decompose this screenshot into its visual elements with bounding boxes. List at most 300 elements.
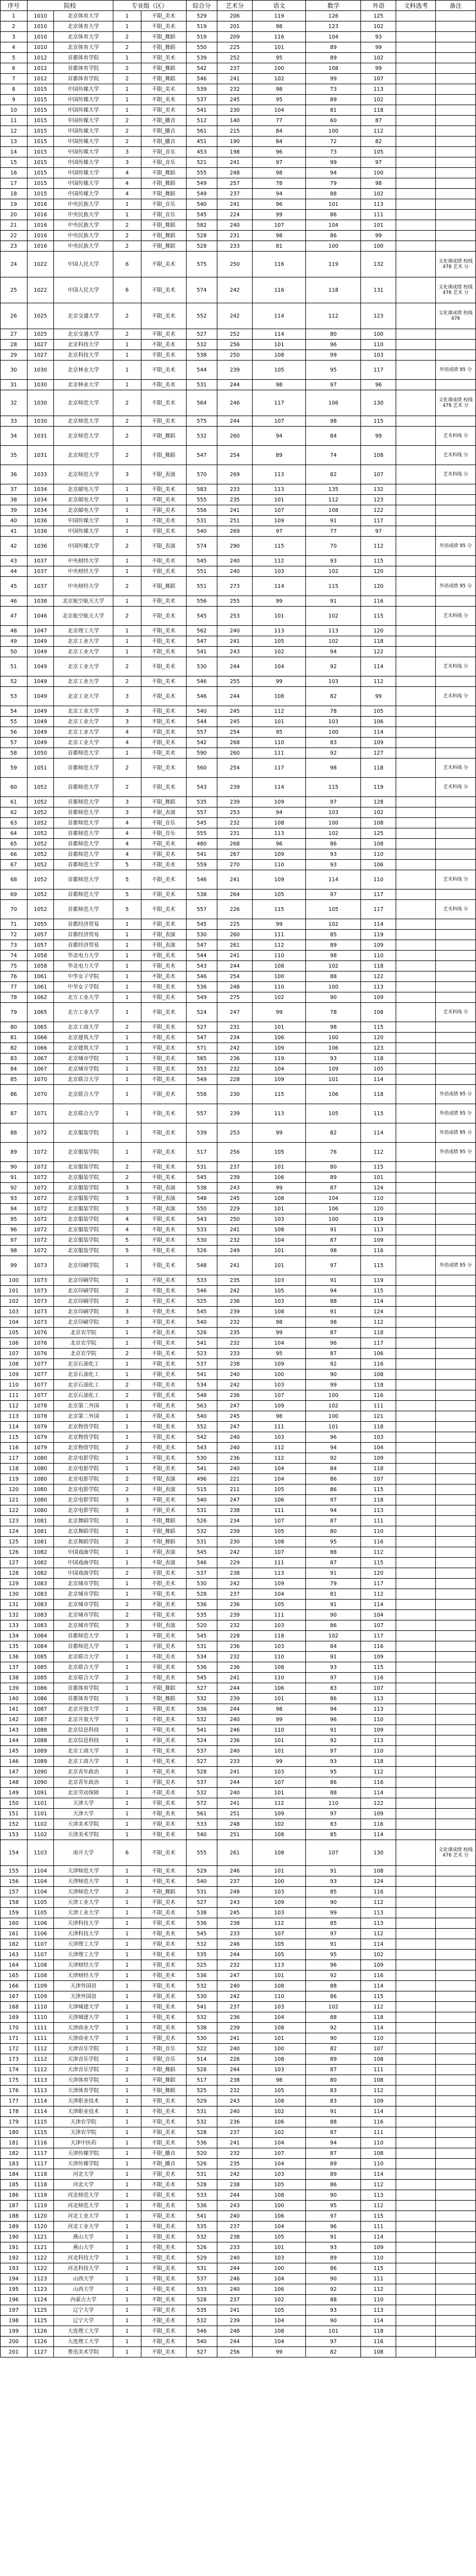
cell-note [435, 2159, 475, 2169]
cell-total: 546 [186, 1558, 217, 1568]
cell-note [435, 1610, 475, 1620]
cell-chinese: 105 [253, 1600, 306, 1610]
cell-elective [396, 220, 436, 231]
cell-art: 268 [217, 839, 253, 849]
cell-art: 255 [217, 596, 253, 607]
cell-math: 100 [306, 126, 361, 137]
cell-code: 1110 [27, 2002, 54, 2012]
cell-note [435, 1547, 475, 1558]
cell-foreign: 123 [361, 303, 396, 329]
table-row [1, 2075, 476, 2086]
cell-foreign: 114 [361, 727, 396, 738]
cell-note [435, 676, 475, 687]
table-row [1, 758, 476, 778]
cell-art: 198 [217, 147, 253, 157]
cell-school: 中国传媒大学 [54, 137, 113, 147]
cell-foreign: 82 [361, 137, 396, 147]
cell-group: 1 [113, 2347, 141, 2357]
cell-chinese: 108 [253, 1193, 306, 1204]
cell-group: 1 [113, 21, 141, 32]
cell-school: 天津工业大学 [54, 1897, 113, 1908]
cell-code: 1125 [27, 2316, 54, 2326]
cell-chinese: 111 [253, 1610, 306, 1620]
cell-total: 542 [186, 63, 217, 74]
cell-foreign: 118 [361, 2012, 396, 2023]
cell-chinese: 100 [253, 972, 306, 982]
cell-note [435, 2180, 475, 2190]
cell-elective [396, 1307, 436, 1317]
table-row [1, 1610, 476, 1620]
cell-math: 114 [306, 870, 361, 889]
cell-group: 1 [113, 1003, 141, 1022]
cell-total: 547 [186, 636, 217, 647]
cell-type: 不限_美术 [141, 1641, 186, 1652]
cell-elective [396, 137, 436, 147]
cell-chinese: 99 [253, 919, 306, 930]
cell-group: 2 [113, 1172, 141, 1183]
cell-group: 1 [113, 380, 141, 390]
cell-code: 1123 [27, 2284, 54, 2295]
cell-total: 540 [186, 706, 217, 717]
table-row [1, 1380, 476, 1390]
cell-total: 526 [186, 1516, 217, 1526]
cell-math: 91 [306, 1866, 361, 1876]
cell-art: 238 [217, 1359, 253, 1369]
cell-art: 241 [217, 1673, 253, 1683]
cell-elective [396, 2232, 436, 2242]
cell-type: 不限_美术 [141, 1939, 186, 1950]
cell-elective [396, 1991, 436, 2002]
cell-group: 1 [113, 1809, 141, 1819]
cell-art: 232 [217, 818, 253, 828]
cell-code: 1070 [27, 1085, 54, 1104]
cell-group: 4 [113, 727, 141, 738]
cell-total: 535 [186, 2305, 217, 2316]
cell-seq: 107 [1, 1349, 28, 1359]
cell-school: 天津农学院 [54, 2117, 113, 2127]
cell-school: 北京电影学院 [54, 1495, 113, 1505]
cell-school: 北京联合大学 [54, 1662, 113, 1673]
cell-type: 不限_舞蹈 [141, 1887, 186, 1897]
cell-code: 1061 [27, 972, 54, 982]
cell-group: 1 [113, 2190, 141, 2201]
cell-seq: 140 [1, 1694, 28, 1704]
cell-foreign: 113 [361, 1694, 396, 1704]
cell-seq: 165 [1, 1971, 28, 1981]
cell-math: 101 [306, 1422, 361, 1432]
cell-school: 北京联合大学 [54, 1085, 113, 1104]
cell-elective [396, 1064, 436, 1074]
cell-school: 北京邮电大学 [54, 484, 113, 495]
cell-foreign: 87 [361, 116, 396, 126]
cell-foreign: 124 [361, 1876, 396, 1887]
cell-foreign: 119 [361, 778, 396, 797]
cell-group: 1 [113, 2086, 141, 2096]
cell-art: 240 [217, 220, 253, 231]
cell-total: 531 [186, 1505, 217, 1516]
table-row [1, 1390, 476, 1401]
cell-math: 95 [306, 1537, 361, 1547]
cell-group: 1 [113, 2044, 141, 2054]
cell-foreign: 114 [361, 1788, 396, 1798]
cell-chinese: 102 [253, 2295, 306, 2305]
table-row [1, 1074, 476, 1085]
cell-code: 1049 [27, 717, 54, 727]
cell-math: 99 [306, 1380, 361, 1390]
cell-type: 不限_美术 [141, 2012, 186, 2023]
cell-chinese: 114 [253, 303, 306, 329]
cell-type: 不限_美术 [141, 1960, 186, 1971]
cell-art: 243 [217, 2201, 253, 2211]
cell-art: 242 [217, 1547, 253, 1558]
cell-art: 241 [217, 74, 253, 84]
cell-elective [396, 1085, 436, 1104]
cell-code: 1115 [27, 2117, 54, 2127]
cell-seq: 164 [1, 1960, 28, 1971]
cell-type: 不限_美术 [141, 860, 186, 870]
cell-code: 1090 [27, 1777, 54, 1788]
cell-seq: 51 [1, 657, 28, 676]
cell-school: 北京师范大学 [54, 390, 113, 416]
table-row [1, 1939, 476, 1950]
cell-elective [396, 1683, 436, 1694]
cell-code: 1049 [27, 706, 54, 717]
cell-type: 不限_美术 [141, 738, 186, 748]
cell-math: 79 [306, 178, 361, 189]
cell-seq: 135 [1, 1641, 28, 1652]
cell-math: 96 [306, 1715, 361, 1725]
cell-art: 244 [217, 2337, 253, 2347]
cell-group: 4 [113, 818, 141, 828]
table-row [1, 2044, 476, 2054]
table-row [1, 1246, 476, 1256]
cell-school: 北京服装学院 [54, 1225, 113, 1235]
cell-art: 244 [217, 657, 253, 676]
cell-total: 532 [186, 1526, 217, 1537]
cell-foreign: 107 [361, 1474, 396, 1485]
cell-note [435, 516, 475, 526]
cell-elective [396, 889, 436, 900]
cell-code: 1016 [27, 241, 54, 252]
cell-seq: 58 [1, 748, 28, 758]
cell-chinese: 113 [253, 1104, 306, 1123]
cell-seq: 55 [1, 717, 28, 727]
cell-art: 232 [217, 2086, 253, 2096]
cell-group: 1 [113, 2012, 141, 2023]
cell-school: 首都师范大学 [54, 849, 113, 860]
cell-total: 519 [186, 32, 217, 42]
cell-group: 4 [113, 168, 141, 178]
table-row [1, 2201, 476, 2211]
cell-type: 不限_美术 [141, 1918, 186, 1929]
cell-total: 562 [186, 626, 217, 636]
cell-chinese: 96 [253, 199, 306, 210]
cell-code: 1015 [27, 157, 54, 168]
cell-total: 512 [186, 116, 217, 126]
cell-chinese: 98 [253, 231, 306, 241]
cell-total: 541 [186, 2211, 217, 2222]
cell-note: 文化课成绩 校线 476 艺术 分 [435, 252, 475, 277]
cell-foreign: 112 [361, 1589, 396, 1600]
cell-note: 艺术科线 分 [435, 778, 475, 797]
cell-chinese: 101 [253, 1246, 306, 1256]
cell-elective [396, 849, 436, 860]
cell-foreign: 116 [361, 2337, 396, 2347]
cell-group: 2 [113, 1296, 141, 1307]
cell-elective [396, 1443, 436, 1453]
cell-code: 1049 [27, 657, 54, 676]
cell-total: 525 [186, 2086, 217, 2096]
header-seq: 序号 [1, 1, 28, 11]
cell-type: 不限_美术 [141, 2263, 186, 2274]
table-row [1, 860, 476, 870]
cell-type: 不限_美术 [141, 1662, 186, 1673]
cell-code: 1079 [27, 1422, 54, 1432]
cell-seq: 156 [1, 1876, 28, 1887]
cell-math: 86 [306, 839, 361, 849]
cell-type: 不限_美术 [141, 1991, 186, 2002]
cell-code: 1015 [27, 95, 54, 105]
cell-code: 1012 [27, 53, 54, 63]
cell-chinese: 106 [253, 2284, 306, 2295]
cell-elective [396, 1390, 436, 1401]
cell-seq: 166 [1, 1981, 28, 1991]
cell-total: 553 [186, 1064, 217, 1074]
cell-chinese: 111 [253, 748, 306, 758]
cell-code: 1049 [27, 636, 54, 647]
cell-math: 86 [306, 210, 361, 220]
cell-elective [396, 1317, 436, 1328]
cell-math: 91 [306, 1307, 361, 1317]
cell-chinese: 101 [253, 2242, 306, 2253]
cell-school: 北京体育大学 [54, 42, 113, 53]
cell-chinese: 105 [253, 636, 306, 647]
cell-group: 4 [113, 1225, 141, 1235]
cell-art: 242 [217, 2169, 253, 2180]
cell-code: 1086 [27, 1683, 54, 1694]
cell-note [435, 42, 475, 53]
cell-math: 88 [306, 2295, 361, 2305]
cell-elective [396, 2148, 436, 2159]
table-row [1, 706, 476, 717]
cell-math: 98 [306, 416, 361, 427]
cell-art: 239 [217, 778, 253, 797]
cell-code: 1025 [27, 329, 54, 340]
table-row [1, 1579, 476, 1589]
cell-seq: 27 [1, 329, 28, 340]
cell-total: 530 [186, 1991, 217, 2002]
cell-elective [396, 1735, 436, 1746]
cell-note [435, 350, 475, 361]
cell-school: 北京联合大学 [54, 1652, 113, 1662]
cell-chinese: 105 [253, 2305, 306, 2316]
cell-math: 86 [306, 1620, 361, 1631]
cell-art: 244 [217, 2190, 253, 2201]
cell-art: 233 [217, 2242, 253, 2253]
cell-chinese: 98 [253, 2075, 306, 2086]
table-row [1, 818, 476, 828]
cell-school: 北京石油化工 [54, 1359, 113, 1369]
cell-code: 1015 [27, 137, 54, 147]
cell-total: 532 [186, 2232, 217, 2242]
cell-art: 250 [217, 252, 253, 277]
cell-type: 不限_美术 [141, 1307, 186, 1317]
cell-seq: 159 [1, 1908, 28, 1918]
cell-art: 242 [217, 1991, 253, 2002]
cell-chinese: 111 [253, 1558, 306, 1568]
cell-math: 92 [306, 1971, 361, 1981]
cell-math: 83 [306, 1683, 361, 1694]
cell-math: 88 [306, 2117, 361, 2127]
cell-math: 107 [306, 1840, 361, 1866]
cell-elective [396, 252, 436, 277]
cell-foreign: 115 [361, 416, 396, 427]
cell-art: 236 [217, 1662, 253, 1673]
cell-math: 72 [306, 137, 361, 147]
cell-chinese: 101 [253, 1971, 306, 1981]
cell-foreign: 116 [361, 596, 396, 607]
cell-seq: 48 [1, 626, 28, 636]
cell-group: 3 [113, 157, 141, 168]
cell-type: 不限_美术 [141, 1908, 186, 1918]
cell-code: 1065 [27, 1003, 54, 1022]
cell-school: 北京农学院 [54, 1328, 113, 1338]
cell-math: 97 [306, 1746, 361, 1756]
cell-group: 4 [113, 849, 141, 860]
cell-elective [396, 1600, 436, 1610]
cell-school: 北京电影学院 [54, 1453, 113, 1464]
cell-elective [396, 1897, 436, 1908]
cell-seq: 6 [1, 63, 28, 74]
cell-school: 北京城市学院 [54, 1600, 113, 1610]
cell-elective [396, 21, 436, 32]
cell-seq: 92 [1, 1183, 28, 1193]
cell-group: 2 [113, 1485, 141, 1495]
cell-elective [396, 1172, 436, 1183]
cell-seq: 112 [1, 1401, 28, 1411]
table-row [1, 1204, 476, 1214]
cell-elective [396, 1866, 436, 1876]
cell-foreign: 108 [361, 2075, 396, 2086]
cell-type: 不限_美术 [141, 1866, 186, 1876]
cell-code: 1034 [27, 484, 54, 495]
table-row [1, 2054, 476, 2065]
cell-code: 1065 [27, 1022, 54, 1033]
cell-group: 1 [113, 1043, 141, 1054]
table-row [1, 2169, 476, 2180]
table-row [1, 607, 476, 626]
cell-chinese: 96 [253, 839, 306, 849]
cell-elective [396, 717, 436, 727]
cell-chinese: 112 [253, 556, 306, 566]
cell-math: 89 [306, 95, 361, 105]
cell-art: 246 [217, 1866, 253, 1876]
cell-school: 北京工业大学 [54, 636, 113, 647]
cell-note [435, 2106, 475, 2117]
cell-art: 243 [217, 647, 253, 657]
cell-chinese: 101 [253, 2033, 306, 2044]
cell-type: 不限_美术 [141, 1104, 186, 1123]
cell-chinese: 110 [253, 860, 306, 870]
cell-total: 543 [186, 961, 217, 972]
cell-foreign: 118 [361, 1464, 396, 1474]
cell-total: 541 [186, 1725, 217, 1735]
cell-total: 555 [186, 1840, 217, 1866]
cell-type: 不限_美术 [141, 626, 186, 636]
cell-math: 89 [306, 2054, 361, 2065]
cell-total: 548 [186, 1256, 217, 1275]
cell-note [435, 1338, 475, 1349]
cell-code: 1067 [27, 1054, 54, 1064]
cell-art: 140 [217, 116, 253, 126]
cell-group: 2 [113, 1390, 141, 1401]
cell-total: 531 [186, 516, 217, 526]
cell-school: 首都师范大学 [54, 889, 113, 900]
cell-seq: 189 [1, 2222, 28, 2232]
table-row [1, 566, 476, 577]
cell-math: 94 [306, 168, 361, 178]
cell-total: 545 [186, 1547, 217, 1558]
cell-seq: 170 [1, 2023, 28, 2033]
cell-elective [396, 1401, 436, 1411]
cell-code: 1080 [27, 1495, 54, 1505]
cell-elective [396, 2002, 436, 2012]
cell-chinese: 104 [253, 1589, 306, 1600]
cell-note [435, 1641, 475, 1652]
cell-note [435, 1918, 475, 1929]
cell-math: 99 [306, 74, 361, 84]
cell-code: 1083 [27, 1579, 54, 1589]
cell-type: 不限_舞蹈 [141, 2086, 186, 2096]
cell-art: 237 [217, 2127, 253, 2138]
cell-school: 中国传媒大学 [54, 105, 113, 116]
cell-math: 87 [306, 2127, 361, 2138]
cell-seq: 152 [1, 1819, 28, 1830]
cell-art: 241 [217, 2033, 253, 2044]
cell-type: 不限_美术 [141, 1610, 186, 1620]
table-row [1, 961, 476, 972]
cell-math: 86 [306, 231, 361, 241]
cell-code: 1081 [27, 1526, 54, 1537]
cell-math: 84 [306, 1464, 361, 1474]
cell-group: 1 [113, 566, 141, 577]
cell-code: 1106 [27, 1929, 54, 1939]
cell-group: 1 [113, 1756, 141, 1767]
cell-note [435, 126, 475, 137]
cell-code: 1049 [27, 738, 54, 748]
cell-type: 不限_美术 [141, 526, 186, 537]
cell-school: 北京第二外国 [54, 1411, 113, 1422]
cell-code: 1126 [27, 2337, 54, 2347]
cell-group: 3 [113, 1183, 141, 1193]
cell-school: 中国传媒大学 [54, 84, 113, 95]
cell-chinese: 116 [253, 252, 306, 277]
cell-seq: 188 [1, 2211, 28, 2222]
cell-math: 112 [306, 303, 361, 329]
cell-school: 中国传媒大学 [54, 95, 113, 105]
cell-type: 不限_舞蹈 [141, 189, 186, 199]
cell-chinese: 101 [253, 1735, 306, 1746]
cell-chinese: 98 [253, 1704, 306, 1715]
cell-chinese: 104 [253, 1338, 306, 1349]
cell-note [435, 2274, 475, 2284]
cell-group: 3 [113, 1307, 141, 1317]
cell-math: 103 [306, 807, 361, 818]
cell-chinese: 110 [253, 1652, 306, 1662]
cell-group: 1 [113, 1981, 141, 1991]
cell-elective [396, 2138, 436, 2148]
cell-art: 290 [217, 537, 253, 556]
